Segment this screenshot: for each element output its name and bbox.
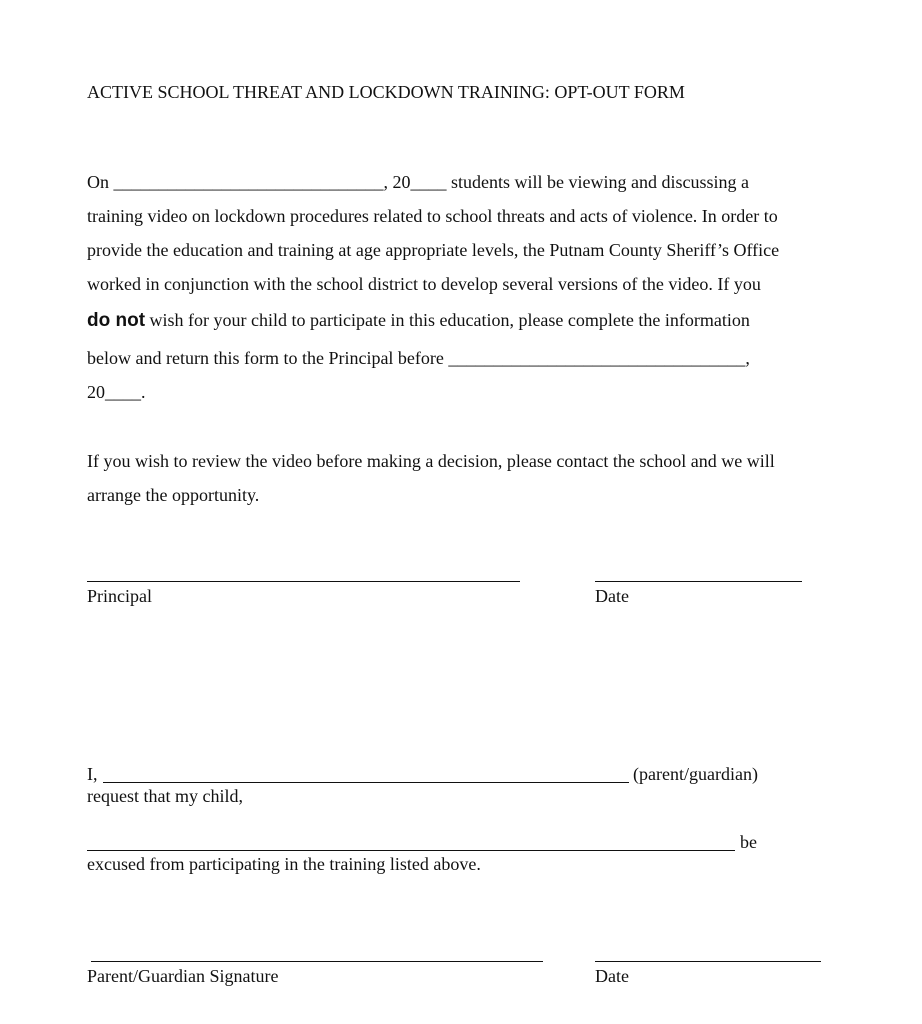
paragraph-1-line-2: training video on lockdown procedures related to school threats and acts of violence. In order to [87,206,778,226]
paragraph-1-line-3: provide the education and training at age appropriate levels, the Putnam County Sheriff’s Office [87,240,780,260]
paragraph-1-line-7: 20____. [87,382,146,402]
request-line-2: request that my child, [87,786,243,806]
parent-signature-line[interactable] [91,961,543,962]
principal-date-label: Date [595,586,629,606]
parent-guardian-label: (parent/guardian) [633,764,758,784]
form-title: ACTIVE SCHOOL THREAT AND LOCKDOWN TRAINING: OPT-OUT FORM [87,82,685,102]
do-not-emphasis: do not [87,310,146,331]
parent-date-label: Date [595,966,629,986]
parent-date-line[interactable] [595,961,821,962]
paragraph-1-line-4: worked in conjunction with the school district to develop several versions of the video. If you [87,274,761,294]
paragraph-2-line-1: If you wish to review the video before making a decision, please contact the school and we will [87,451,775,471]
parent-name-line[interactable] [103,782,629,783]
principal-label: Principal [87,586,152,606]
principal-signature-line[interactable] [87,581,520,582]
paragraph-2-line-2: arrange the opportunity. [87,485,260,505]
request-line-1-prefix: I, [87,764,98,784]
paragraph-1-line-1: On ______________________________, 20____ students will be viewing and discussing a [87,172,749,192]
principal-date-line[interactable] [595,581,802,582]
paragraph-1-line-6: below and return this form to the Principal before _________________________________, [87,348,750,368]
paragraph-1-line-5-rest: wish for your child to participate in this education, please complete the information [145,310,750,330]
request-line-4: excused from participating in the training listed above. [87,854,481,874]
child-name-line[interactable] [87,850,735,851]
parent-signature-label: Parent/Guardian Signature [87,966,279,986]
be-label: be [740,832,757,852]
paragraph-1-line-5 [87,311,750,330]
